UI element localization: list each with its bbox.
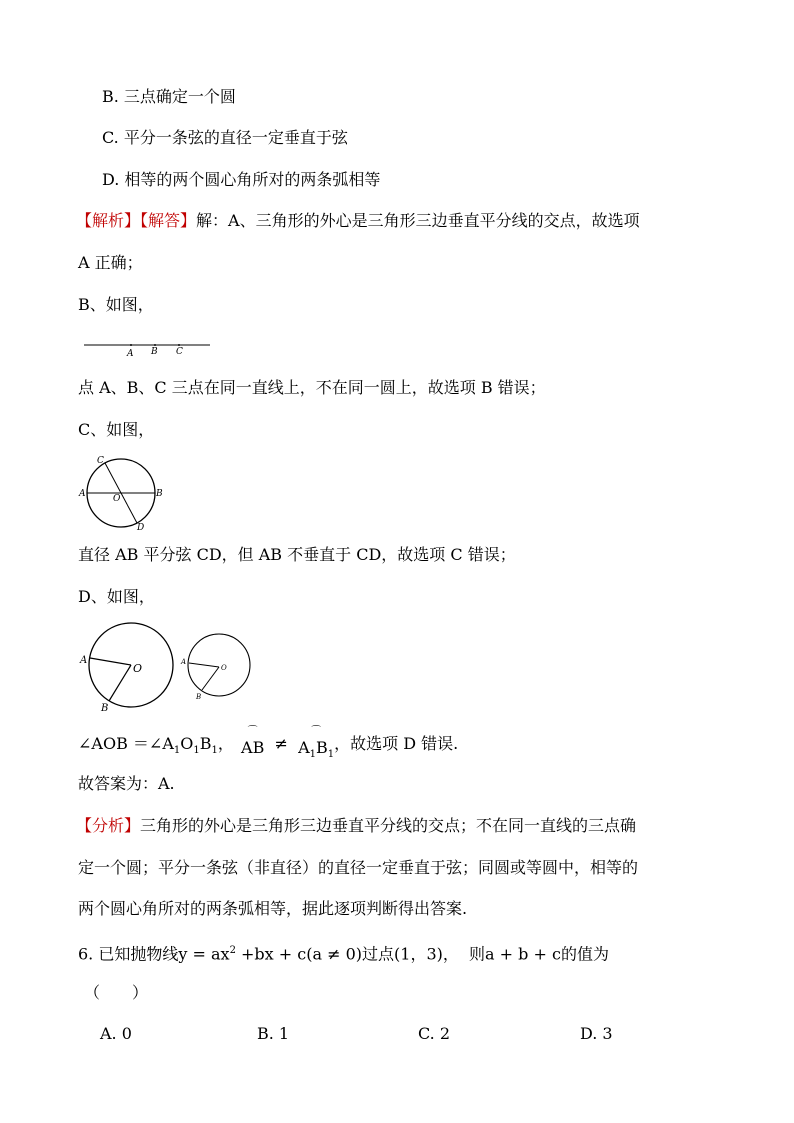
- analysis-tag: 【分析】: [76, 816, 141, 835]
- q6-option-a[interactable]: A. 0: [100, 1024, 132, 1043]
- label-point-b: B: [151, 347, 158, 357]
- arc-a1b1: ⌒ $A_1B_1$: [298, 726, 335, 761]
- arc-text: A: [298, 738, 310, 757]
- figure-collinear-points: [82, 336, 214, 360]
- solution-c-head: C、如图，: [78, 420, 155, 439]
- label-c: C: [97, 456, 104, 466]
- exponent: 2: [229, 945, 236, 956]
- angle-text: O: [180, 734, 194, 753]
- figure-circle-chord: [76, 452, 166, 532]
- question-number: 6.: [78, 944, 94, 964]
- label-b: B: [156, 489, 163, 499]
- angle-text: ∠AOB ＝∠A: [78, 734, 174, 753]
- big-label-a: A: [80, 655, 88, 666]
- not-equal-sign: ≠: [274, 734, 288, 753]
- small-label-b1: B: [196, 693, 202, 701]
- solution-b-head: B、如图，: [78, 295, 154, 314]
- arc-text: B: [316, 738, 328, 757]
- equation: y = ax: [178, 944, 230, 964]
- solution-intro-cont: A 正确；: [78, 253, 143, 272]
- label-o: O: [113, 494, 121, 504]
- question-6-stem: [78, 940, 609, 965]
- arc-ab-text: AB: [241, 738, 265, 757]
- solution-d-conclusion: ，故选项 D 错误.: [334, 734, 459, 753]
- arc-ab: ⌒ AB: [241, 726, 265, 757]
- small-label-a1: A: [181, 658, 187, 666]
- q6-option-b[interactable]: B. 1: [257, 1024, 290, 1043]
- analysis-line-2: 定一个圆；平分一条弦（非直径）的直径一定垂直于弦；同圆或等圆中，相等的: [78, 858, 639, 877]
- sub: 1: [309, 749, 317, 761]
- option-c: C. 平分一条弦的直径一定垂直于弦: [102, 128, 348, 147]
- label-d: D: [137, 523, 145, 532]
- sub: 1: [327, 749, 335, 761]
- analysis-text: 三角形的外心是三角形三边垂直平分线的交点；不在同一直线的三点确: [140, 816, 637, 835]
- analysis-line-3: 两个圆心角所对的两条弧相等，据此逐项判断得出答案.: [78, 899, 468, 918]
- answer-line: 故答案为：A.: [78, 774, 175, 793]
- stem-text: 过点(1，3)，: [362, 944, 459, 964]
- q6-option-d[interactable]: D. 3: [580, 1024, 613, 1043]
- answer-parentheses: （ ）: [84, 983, 149, 1002]
- comma: ，: [217, 734, 234, 753]
- sub: 1: [173, 745, 181, 757]
- equation: +bx + c(a ≠ 0): [235, 944, 363, 964]
- label-a: A: [79, 489, 86, 499]
- stem-text: 则a + b + c的值为: [469, 944, 609, 964]
- small-label-o1: O: [221, 664, 227, 672]
- solution-tag: 【解析】【解答】: [76, 211, 197, 230]
- option-b: B. 三点确定一个圆: [102, 87, 236, 106]
- solution-b-text: 点 A、B、C 三点在同一直线上，不在同一圆上，故选项 B 错误；: [78, 378, 546, 397]
- solution-intro-line: [76, 210, 640, 232]
- solution-d-angle-line: [78, 726, 459, 762]
- analysis-line-1: [76, 815, 636, 837]
- big-label-b: B: [101, 703, 109, 712]
- q6-option-c[interactable]: C. 2: [418, 1024, 451, 1043]
- option-d: D. 相等的两个圆心角所对的两条弧相等: [102, 170, 381, 189]
- big-label-o: O: [133, 662, 143, 675]
- stem-text: 已知抛物线: [98, 944, 179, 964]
- label-point-c: C: [176, 347, 183, 357]
- sub: 1: [193, 745, 200, 757]
- solution-d-head: D、如图，: [78, 587, 155, 606]
- solution-intro: 解：A、三角形的外心是三角形三边垂直平分线的交点，故选项: [196, 211, 640, 230]
- label-point-a: A: [127, 349, 134, 359]
- solution-c-text: 直径 AB 平分弦 CD，但 AB 不垂直于 CD，故选项 C 错误；: [78, 545, 516, 564]
- sub: 1: [211, 745, 218, 757]
- figure-two-circles: [76, 620, 256, 712]
- angle-text: B: [199, 734, 212, 753]
